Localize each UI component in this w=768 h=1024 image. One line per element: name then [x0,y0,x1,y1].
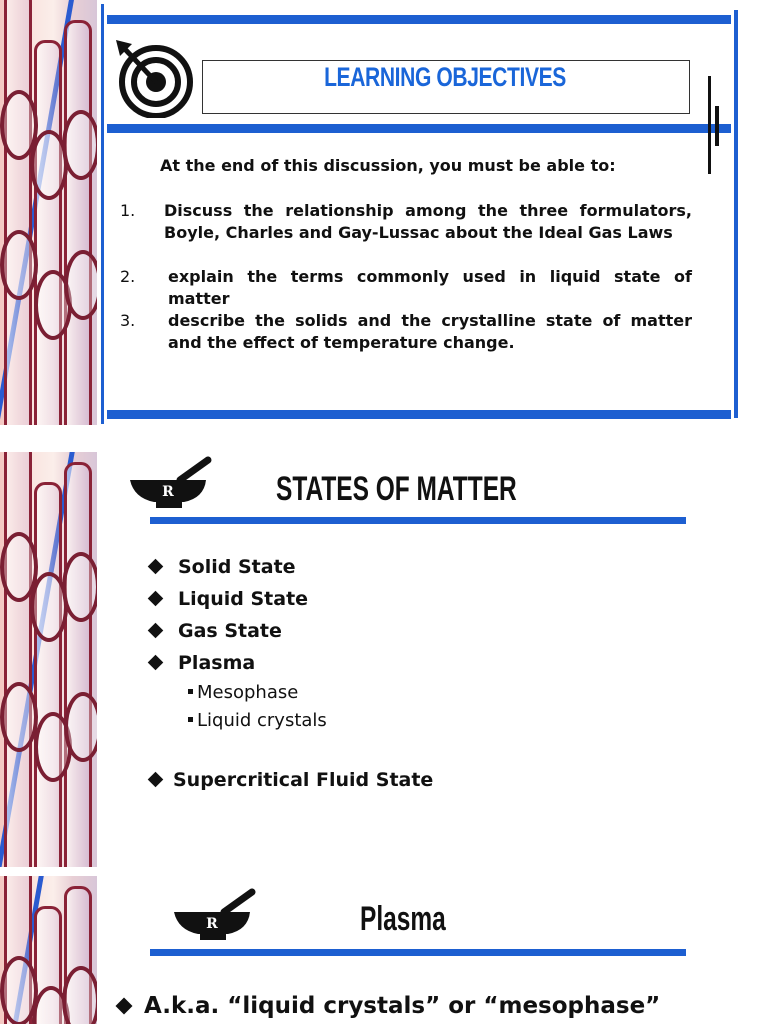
diamond-bullet-icon [116,997,133,1014]
objective-number: 3. [120,311,136,330]
objective-text: describe the solids and the crystalline state of matter and the effect of temperature change. [168,311,692,352]
title-underline [150,949,686,956]
mortar-pestle-rx-icon [172,886,262,942]
square-bullet-icon [188,689,193,694]
header-bar [107,124,731,133]
test-tube-image [0,452,97,867]
list-item: Gas State [148,615,327,647]
diamond-bullet-icon [148,623,164,639]
title-underline [150,517,686,524]
slide-plasma [0,876,768,1024]
divider-line [708,76,711,174]
section-title: STATES OF MATTER [276,470,517,508]
sub-list-item: Liquid crystals [148,707,327,735]
objective-item [120,200,692,244]
test-tube-image [0,0,97,425]
slide-states-of-matter [0,452,768,867]
top-bar [107,15,731,24]
mortar-pestle-rx-icon [128,454,218,510]
target-icon [114,38,196,118]
divider-line [715,106,719,146]
objective-text: Discuss the relationship among the three formulators, Boyle, Charles and Gay-Lussac about the Ideal Gas Laws [164,201,692,242]
diamond-bullet-icon [148,772,164,788]
square-bullet-icon [188,717,193,722]
objective-number: 2. [120,267,136,286]
left-border [101,4,104,424]
objective-item [120,266,692,310]
section-title: Plasma [360,900,446,938]
sub-list-item: Mesophase [148,679,327,707]
diamond-bullet-icon [148,655,164,671]
bottom-bar [107,410,731,419]
slide-learning-objectives [0,0,768,425]
states-list [148,551,327,735]
rx-glyph: R [162,484,174,500]
list-item: Liquid State [148,583,327,615]
states-list-extra [148,764,433,796]
objective-number: 1. [120,201,136,220]
page-title: LEARNING OBJECTIVES [324,62,566,92]
list-item: Plasma [148,647,327,679]
diamond-bullet-icon [148,591,164,607]
list-item: Solid State [148,551,327,583]
objective-text: explain the terms commonly used in liquid state of matter [168,267,692,308]
right-border [734,10,738,418]
test-tube-image [0,876,97,1024]
rx-glyph: R [206,916,218,932]
list-item: A.k.a. “liquid crystals” or “mesophase” [116,990,660,1022]
objective-item [120,310,692,354]
plasma-list [116,990,660,1022]
list-item: Supercritical Fluid State [148,764,433,796]
intro-text: At the end of this discussion, you must be able to: [160,156,616,175]
diamond-bullet-icon [148,559,164,575]
